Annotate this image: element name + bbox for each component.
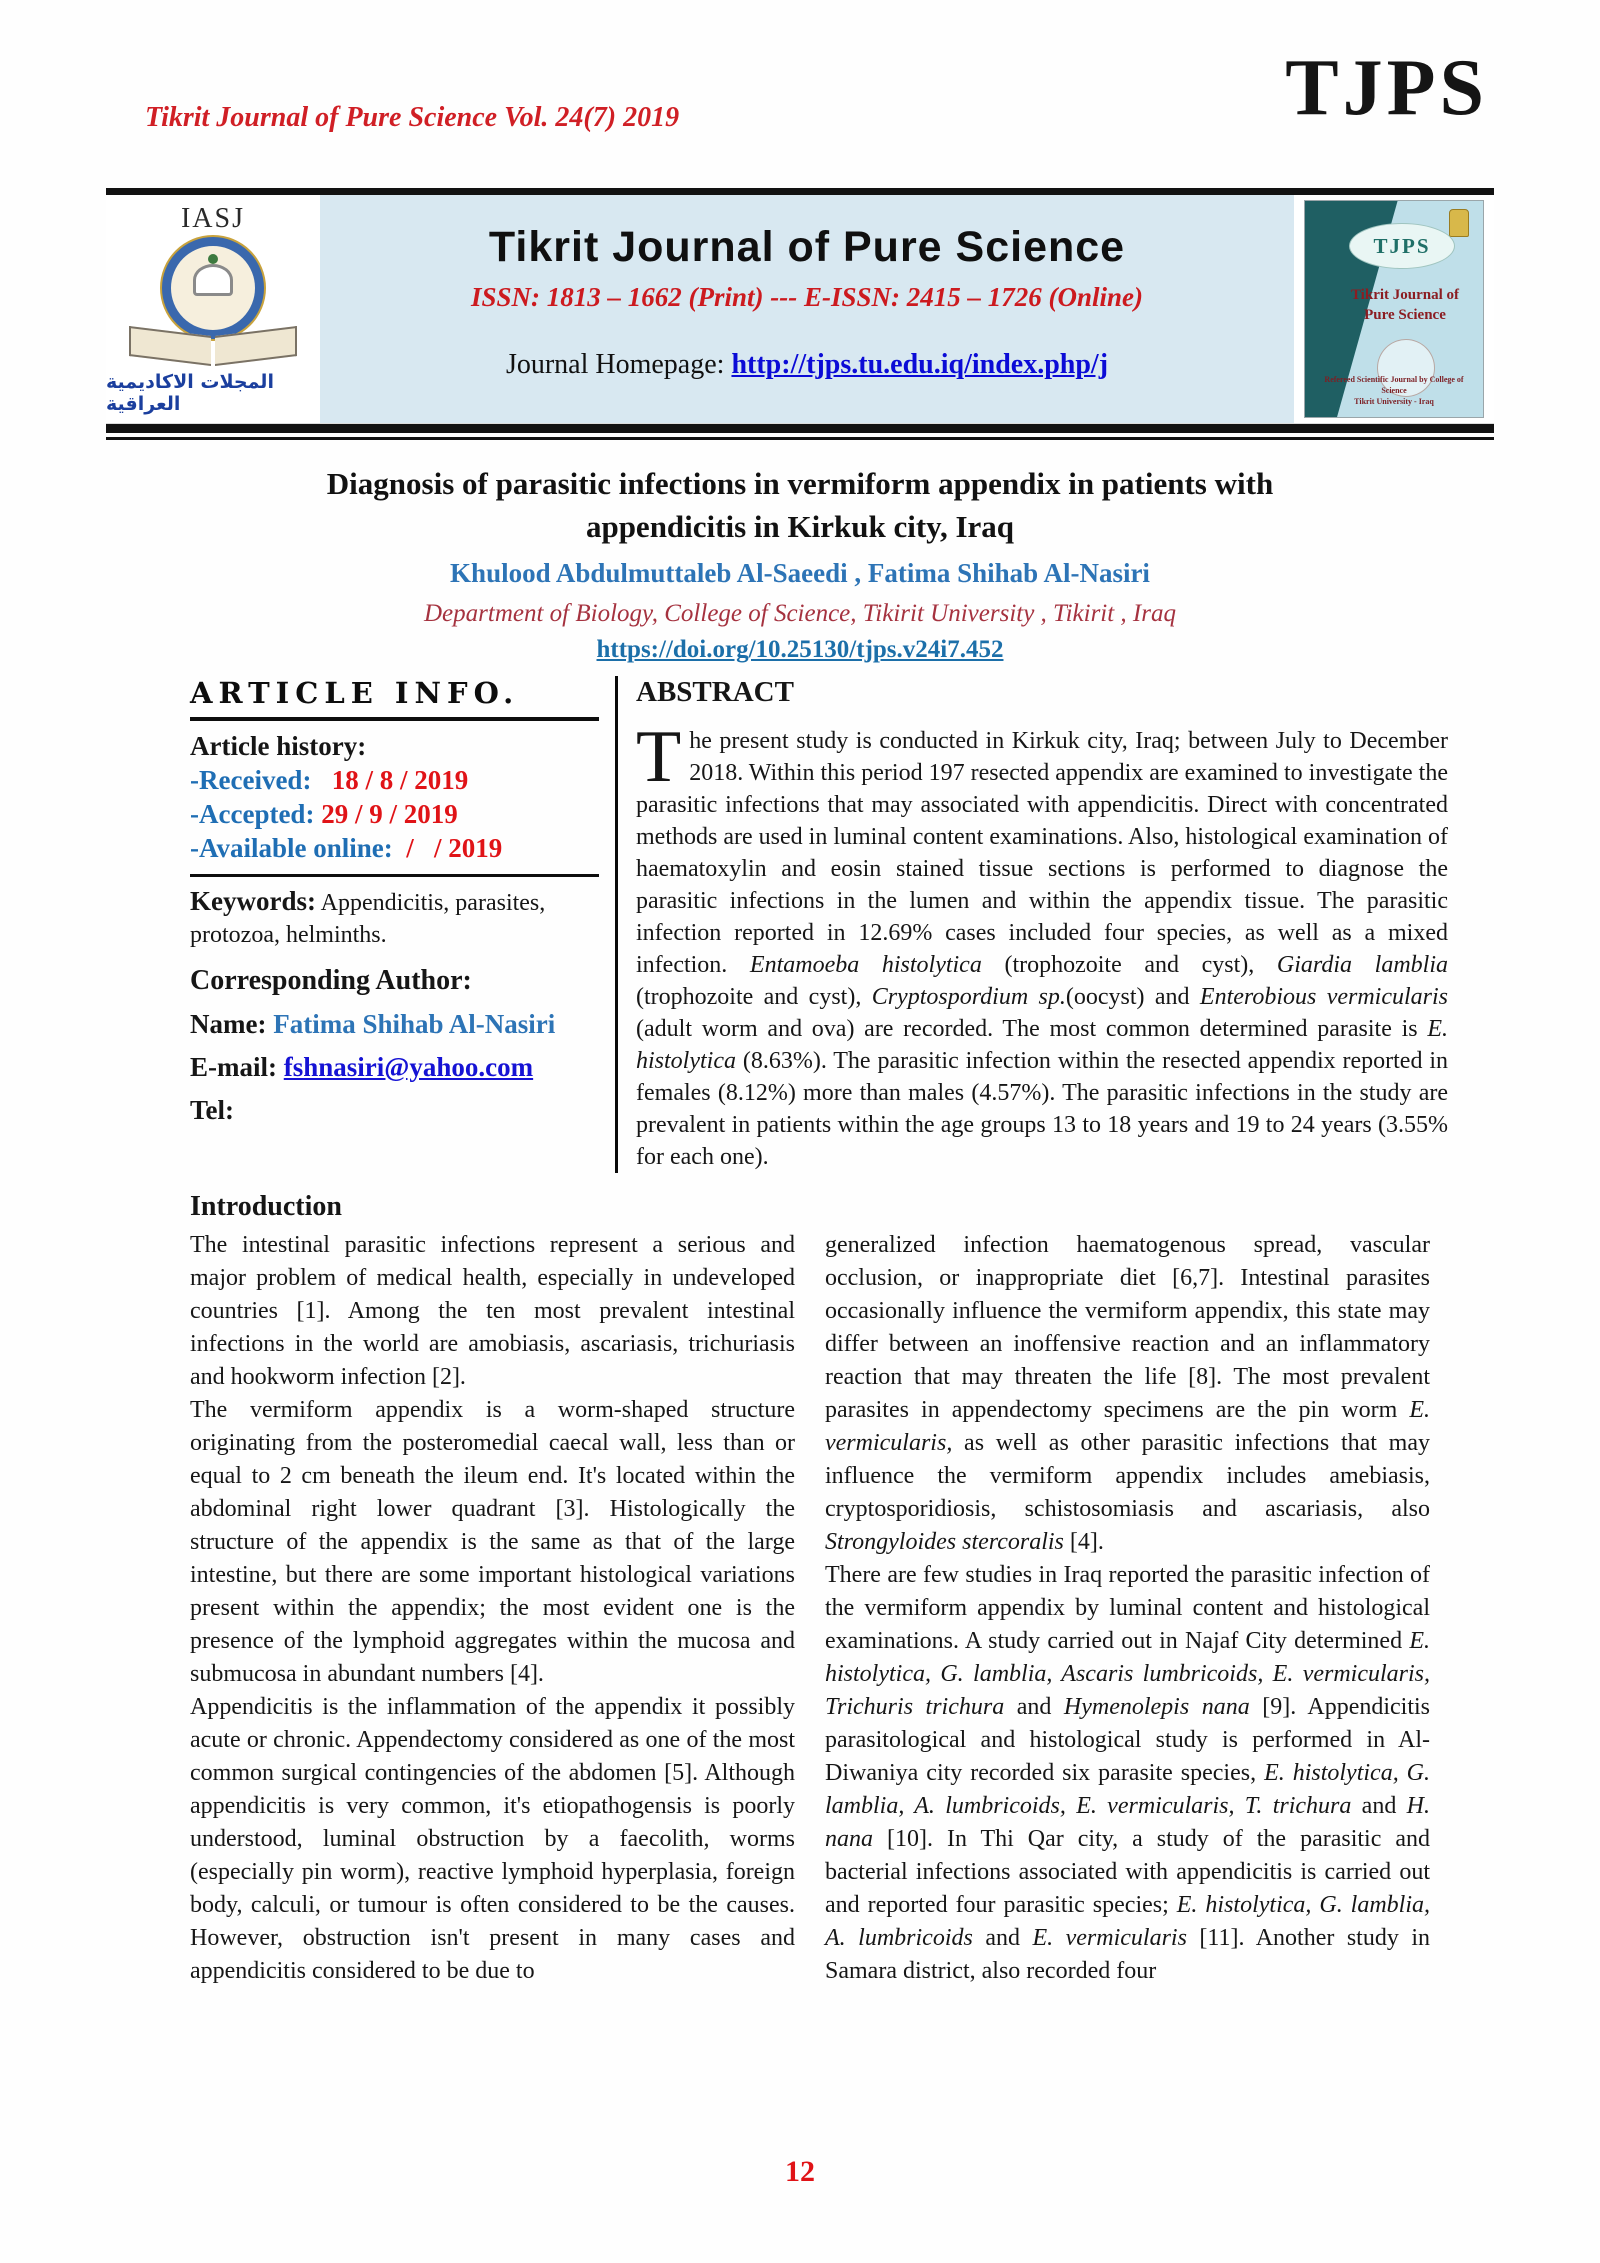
corresponding-author-label: Corresponding Author: — [190, 965, 472, 996]
iasj-emblem-icon — [162, 237, 264, 339]
accepted-label: -Accepted: — [190, 799, 315, 829]
article-authors: Khulood Abdulmuttaleb Al-Saeedi , Fatima Shihab Al-Nasiri — [450, 558, 1150, 588]
abstract-column — [618, 676, 1448, 1173]
article-title-line2: appendicitis in Kirkuk city, Iraq — [585, 509, 1015, 544]
accepted-row — [190, 799, 599, 830]
banner-center-panel — [320, 195, 1294, 423]
keywords-value: Appendicitis, parasites, protozoa, helminths. — [190, 890, 546, 948]
journal-title: Tikrit Journal of Pure Science — [488, 223, 1126, 271]
cover-footer-line2: Tikrit University - Iraq — [1354, 397, 1434, 406]
cover-thumbnail-wrap — [1294, 195, 1494, 423]
introduction-right-column — [825, 1185, 1430, 1988]
iasj-acronym-label: IASJ — [180, 203, 245, 234]
cover-title-line1: Tikrit Journal of — [1350, 287, 1460, 303]
corresponding-name-row — [190, 1009, 599, 1040]
journal-cover-thumbnail — [1304, 200, 1484, 418]
introduction-left-column — [190, 1185, 795, 1988]
cover-footer-line1: Refereed Scientific Journal by College of Science — [1324, 375, 1464, 395]
email-label: E-mail: — [190, 1052, 277, 1082]
cover-title — [1335, 285, 1475, 325]
intro-paragraph: The vermiform appendix is a worm-shaped structure originating from the posteromedial caecal wall, less than or equal to 2 cm beneath the ileum end. It's located within the abdominal right lower quadrant [3]. Histologically the structure of the appendix is the same as that of the large intestine, but there are some important histological variations present within the appendix; the most evident one is the presence of the lymphoid aggregates within the mucosa and submucosa in abundant numbers [4]. — [190, 1397, 795, 1687]
iasj-arabic-caption: المجلات الاكاديمية العراقية — [106, 371, 274, 415]
article-info-divider-rule — [190, 874, 599, 877]
keywords-paragraph — [190, 885, 599, 951]
introduction-columns — [190, 1185, 1430, 1988]
introduction-heading: Introduction — [190, 1191, 342, 1222]
article-info-heading: ARTICLE INFO. — [190, 676, 520, 710]
tel-row: Tel: — [190, 1095, 235, 1125]
accepted-date: 29 / 9 / 2019 — [314, 799, 458, 829]
received-label: -Received: — [190, 765, 312, 795]
abstract-text — [636, 716, 1449, 1173]
article-info-column — [190, 676, 618, 1173]
email-row — [190, 1052, 599, 1083]
header-divider-rule — [106, 188, 1494, 195]
article-title — [0, 462, 1600, 548]
issn-line: ISSN: 1813 – 1662 (Print) --- E-ISSN: 2415 – 1726 (Online) — [470, 282, 1144, 312]
cover-tjps-oval: TJPS — [1349, 223, 1455, 269]
keywords-label: Keywords: — [190, 886, 316, 916]
page-header — [0, 0, 1600, 188]
article-affiliation: Department of Biology, College of Science, Tikirit University , Tikirit , Iraq — [424, 600, 1176, 627]
doi-link[interactable]: https://doi.org/10.25130/tjps.v24i7.452 — [596, 636, 1004, 663]
available-online-label: -Available online: — [190, 833, 393, 863]
intro-paragraph: generalized infection haematogenous spread, vascular occlusion, or inappropriate diet [6,7]. Intestinal parasites occasionally influence the vermiform appendix, this state may differ between an inoffensive reaction and an inflammatory reaction that may threaten the life [8]. The most prevalent parasites in appendectomy specimens are the pin worm E. vermicularis, as well as other parasitic infections that may influence the vermiform appendix includes amebiasis, cryptosporidiosis, schistosomiasis and ascariasis, also Strongyloides stercoralis [4]. — [825, 1232, 1430, 1555]
introduction-section — [190, 1191, 1430, 1988]
cover-footer — [1315, 374, 1473, 407]
book-left-page — [129, 326, 211, 366]
homepage-link[interactable]: http://tjps.tu.edu.iq/index.php/j — [731, 349, 1109, 380]
intro-paragraph: The intestinal parasitic infections represent a serious and major problem of medical health, especially in undeveloped countries [1]. Among the ten most prevalent intestinal infections in the world are amobiasis, ascariasis, trichuriasis and hookworm infection [2]. — [190, 1232, 795, 1390]
page-number: 12 — [785, 2155, 815, 2188]
emblem-dome — [193, 264, 233, 296]
article-info-heading-rule — [190, 717, 599, 721]
intro-paragraph: Appendicitis is the inflammation of the appendix it possibly acute or chronic. Appendectomy considered as one of the most common surgical contingencies of the abdomen [5]. Although appendicitis is very common, it's etiopathogensis is poorly understood, luminal obstruction by a faecolith, worms (especially pin worm), reactive lymphoid hyperplasia, foreign body, calculi, or tumour is often considered to be the causes. However, obstruction isn't present in many cases and appendicitis considered to be due to — [190, 1694, 795, 1984]
journal-banner — [106, 195, 1494, 424]
banner-bottom-rule-thin — [106, 437, 1494, 440]
email-link[interactable]: fshnasiri@yahoo.com — [283, 1052, 534, 1082]
article-history-label: Article history: — [190, 731, 367, 761]
available-online-date: / / 2019 — [392, 833, 503, 863]
homepage-label: Journal Homepage: — [505, 349, 725, 380]
received-date: 18 / 8 / 2019 — [311, 765, 469, 795]
iasj-logo — [106, 195, 320, 423]
abstract-heading: ABSTRACT — [636, 676, 794, 708]
journal-volume-line: Tikrit Journal of Pure Science Vol. 24(7) 2019 — [145, 102, 680, 133]
journal-homepage-line — [320, 349, 1294, 381]
article-title-line1: Diagnosis of parasitic infections in vermiform appendix in patients with — [326, 466, 1274, 501]
cover-title-line2: Pure Science — [1364, 307, 1446, 323]
emblem-dome-finial — [208, 254, 218, 264]
intro-paragraph: There are few studies in Iraq reported the parasitic infection of the vermiform appendix by luminal content and histological examinations. A study carried out in Najaf City determined E. histolytica, G. lamblia, Ascaris lumbricoids, E. vermicularis, Trichuris trichura and Hymenolepis nana [9]. Appendicitis parasitological and histological study is performed in Al-Diwaniya city recorded six parasite species, E. histolytica, G. lamblia, A. lumbricoids, E. vermicularis, T. trichura and H. nana [10]. In Thi Qar city, a study of the parasitic and bacterial infections associated with appendicitis is carried out and reported four parasitic species; E. histolytica, G. lamblia, A. lumbricoids and E. vermicularis [11]. Another study in Samara district, also recorded four — [825, 1562, 1431, 1984]
received-row — [190, 765, 599, 796]
tjps-wordmark: TJPS — [1285, 44, 1488, 132]
name-value: Fatima Shihab Al-Nasiri — [273, 1009, 556, 1039]
cover-university-emblem-icon — [1449, 209, 1469, 237]
available-online-row — [190, 833, 599, 864]
article-doi — [0, 636, 1600, 664]
banner-bottom-rule-thick — [106, 424, 1494, 433]
abstract-dropcap: T — [636, 716, 682, 798]
book-right-page — [215, 326, 297, 366]
info-abstract-section — [190, 676, 1448, 1173]
open-book-icon — [129, 331, 297, 365]
article-title-block — [0, 462, 1600, 664]
abstract-body: he present study is conducted in Kirkuk city, Iraq; between July to December 2018. Within this period 197 resected appendix are examined to investigate the parasitic infections that may associated with appendicitis. Direct with concentrated methods are used in luminal content examinations. Also, histological examination of haematoxylin and eosin stained tissue sections is performed to diagnose the parasitic infections in the lumen and within the appendix tissue. The parasitic infection reported in 12.69% cases included four species, as well as a mixed infection. Entamoeba histolytica (trophozoite and cyst), Giardia lamblia (trophozoite and cyst), Cryptospordium sp.(oocyst) and Enterobious vermicularis (adult worm and ova) are recorded. The most common determined parasite is E. histolytica (8.63%). The parasitic infection within the resected appendix reported in females (8.12%) more than males (4.57%). The parasitic infections in the study are prevalent in patients within the age groups 13 to 18 years and 19 to 24 years (3.55% for each one). — [636, 728, 1449, 1170]
name-label: Name: — [190, 1009, 267, 1039]
